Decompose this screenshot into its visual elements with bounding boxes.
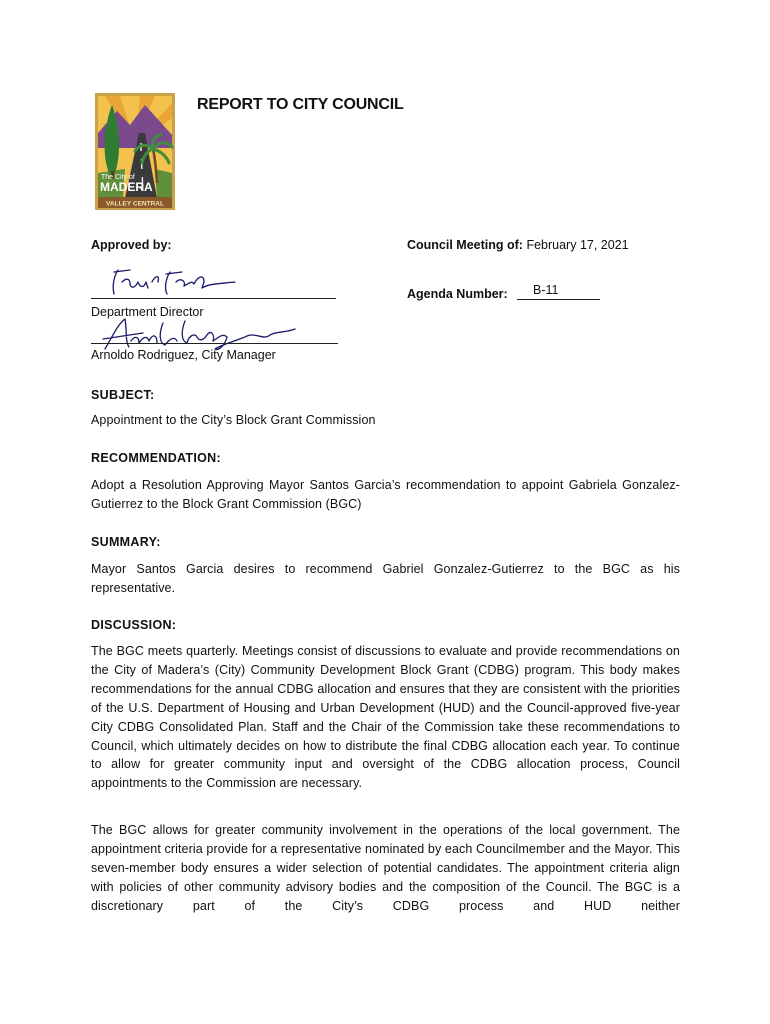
director-signature-line bbox=[91, 298, 336, 299]
discussion-paragraph-1: The BGC meets quarterly. Meetings consist of discussions to evaluate and provide recommendations on the City of Madera’s (City) Community Development Block Grant (CDBG) program. This body makes recommendations for the annual CDBG allocation and ensures that they are consistent with the priorities of the U.S. Department of Housing and Urban Development (HUD) and the Council-approved five-year City CDBG Consolidated Plan. Staff and the Chair of the Commission take these recommendations to Council, which ultimately decides on how to distribute the final CDBG allocation each year. To continue to allow for greater community input and oversight of the CDBG allocation process, Council appointments to the Commission are necessary. bbox=[91, 644, 680, 791]
recommendation-heading: RECOMMENDATION: bbox=[91, 451, 221, 465]
summary-text: Mayor Santos Garcia desires to recommend Gabriel Gonzalez-Gutierrez to the BGC as his representative. bbox=[91, 562, 680, 595]
report-title: REPORT TO CITY COUNCIL bbox=[197, 96, 404, 113]
city-of-madera-logo bbox=[95, 93, 175, 210]
recommendation-text: Adopt a Resolution Approving Mayor Santos Garcia’s recommendation to appoint Gabriela Gonzalez-Gutierrez to the Block Grant Commission (BGC) bbox=[91, 478, 680, 511]
logo-text-top: The City of bbox=[101, 174, 135, 181]
subject-heading: SUBJECT: bbox=[91, 388, 155, 402]
director-signature bbox=[100, 262, 240, 302]
discussion-heading: DISCUSSION: bbox=[91, 618, 177, 632]
subject-text: Appointment to the City’s Block Grant Commission bbox=[91, 413, 376, 427]
approved-by-label: Approved by: bbox=[91, 238, 172, 252]
agenda-number: B-11 bbox=[533, 283, 559, 297]
agenda-number-line bbox=[517, 299, 600, 300]
city-manager-signature-line bbox=[91, 343, 338, 344]
city-manager-name: Arnoldo Rodriguez, City Manager bbox=[91, 348, 276, 362]
logo-text-band: VALLEY CENTRAL bbox=[106, 200, 164, 208]
logo-text-city: MADERA bbox=[100, 180, 153, 194]
agenda-number-label: Agenda Number: bbox=[407, 287, 508, 301]
department-director-title: Department Director bbox=[91, 305, 204, 319]
council-meeting-date: February 17, 2021 bbox=[526, 238, 629, 252]
council-meeting-label: Council Meeting of: bbox=[407, 238, 523, 252]
discussion-paragraph-2: The BGC allows for greater community involvement in the operations of the local government. The appointment criteria provide for a representative nominated by each Councilmember and the Mayor. This seven-member body ensures a wider selection of potential candidates. The appointment criteria align with policies of other community advisory bodies and the composition of the Council. The BGC is a discretionary part of the City’s CDBG process and HUD neither bbox=[91, 823, 680, 913]
council-meeting-info bbox=[407, 238, 629, 252]
summary-heading: SUMMARY: bbox=[91, 535, 161, 549]
